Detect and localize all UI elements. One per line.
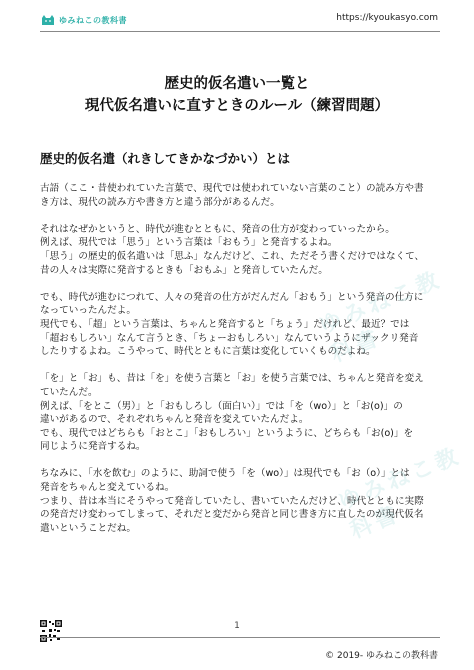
text-line: 「を」と「お」も、昔は「を」を使う言葉と「お」を使う言葉では、ちゃんと発音を変え — [40, 373, 424, 385]
text-line: 遣いということだね。 — [40, 522, 136, 534]
text-line: したりするよね。こうやって、時代とともに言葉は変化していくものだよね。 — [40, 346, 376, 358]
page-title — [0, 73, 474, 117]
text-line: なっていったんだよ。 — [40, 305, 136, 317]
text-line: 同じように発音するね。 — [40, 441, 146, 453]
header-divider — [40, 31, 440, 32]
text-line: 現代でも、「超」という言葉は、ちゃんと発音すると「ちょう」だけれど、最近？では — [40, 318, 410, 330]
text-line: の発音だけ変わってしまって、それだと変だから発音と同じ書き方に直したのが現代仮名 — [40, 509, 424, 521]
section-heading: 歴史的仮名遣（れきしてきかなづかい）とは — [40, 151, 291, 166]
text-line: でも、現代ではどちらも「おとこ」「おもしろい」というように、どちらも「お(o)」を — [40, 427, 414, 439]
text-line: ていたんだ。 — [40, 386, 98, 398]
brand-logo — [40, 14, 127, 26]
cat-icon — [40, 14, 56, 26]
paragraph — [40, 291, 440, 359]
watermark-logo: ゆみねこ教科書 — [315, 267, 446, 368]
text-line: それはなぜかというと、時代が進むとともに、発音の仕方が変わっていったから。 — [40, 223, 395, 235]
copyright-notice: © 2019- ゆみねこの教科書 — [325, 651, 438, 661]
paragraph — [40, 223, 440, 277]
text-line: でも、時代が進むにつれて、人々の発音の仕方がだんだん「おもう」という発音の仕方に — [40, 291, 424, 303]
paragraph — [40, 182, 440, 209]
text-line: 発音をちゃんと変えているね。 — [40, 482, 175, 494]
paragraph — [40, 372, 440, 454]
watermark-logo: ゆみねこ教科書 — [335, 443, 466, 544]
text-line: 昔の人々は実際に発音するときも「おもふ」と発音していたんだ。 — [40, 264, 328, 276]
text-line: 「思う」の歴史的仮名遣いは「思ふ」なんだけど、これ、ただそう書くだけではなくて、 — [40, 250, 425, 262]
body-text — [40, 182, 440, 549]
paragraph — [40, 467, 440, 535]
text-line: 例えば、「をとこ（男）」と「おもしろし（面白い）」では「を（wo）」と「お(o)」の — [40, 400, 403, 412]
text-line: き方は、現代の読み方や書き方と違う部分があるんだ。 — [40, 196, 280, 208]
page-number: 1 — [234, 621, 240, 631]
text-line: 「超おもしろい」なんて言うとき、「ちょーおもしろい」なんていうようにザックリ発音 — [40, 332, 419, 344]
page-title-line2: 現代仮名遣いに直すときのルール（練習問題） — [84, 98, 390, 114]
text-line: 違いがあるので、それぞれちゃんと発音を変えていたんだよ。 — [40, 414, 309, 426]
footer-divider — [40, 637, 440, 638]
text-line: 例えば、現代では「思う」という言葉は「おもう」と発音するよね。 — [40, 237, 338, 249]
site-url-link[interactable]: https://kyoukasyo.com — [336, 13, 438, 23]
brand-name: ゆみねこの教科書 — [59, 15, 127, 25]
text-line: つまり、昔は本当にそうやって発音していたし、書いていたんだけど、時代とともに実際 — [40, 495, 424, 507]
page-title-line1: 歴史的仮名遣い一覧と — [164, 76, 310, 92]
text-line: ちなみに、「水を飲む」のように、助詞で使う「を（wo）」は現代でも「お（o）」とは — [40, 468, 410, 480]
text-line: 古語（ここ・昔使われていた言葉で、現代では使われていない言葉のこと）の読み方や書 — [40, 183, 424, 194]
